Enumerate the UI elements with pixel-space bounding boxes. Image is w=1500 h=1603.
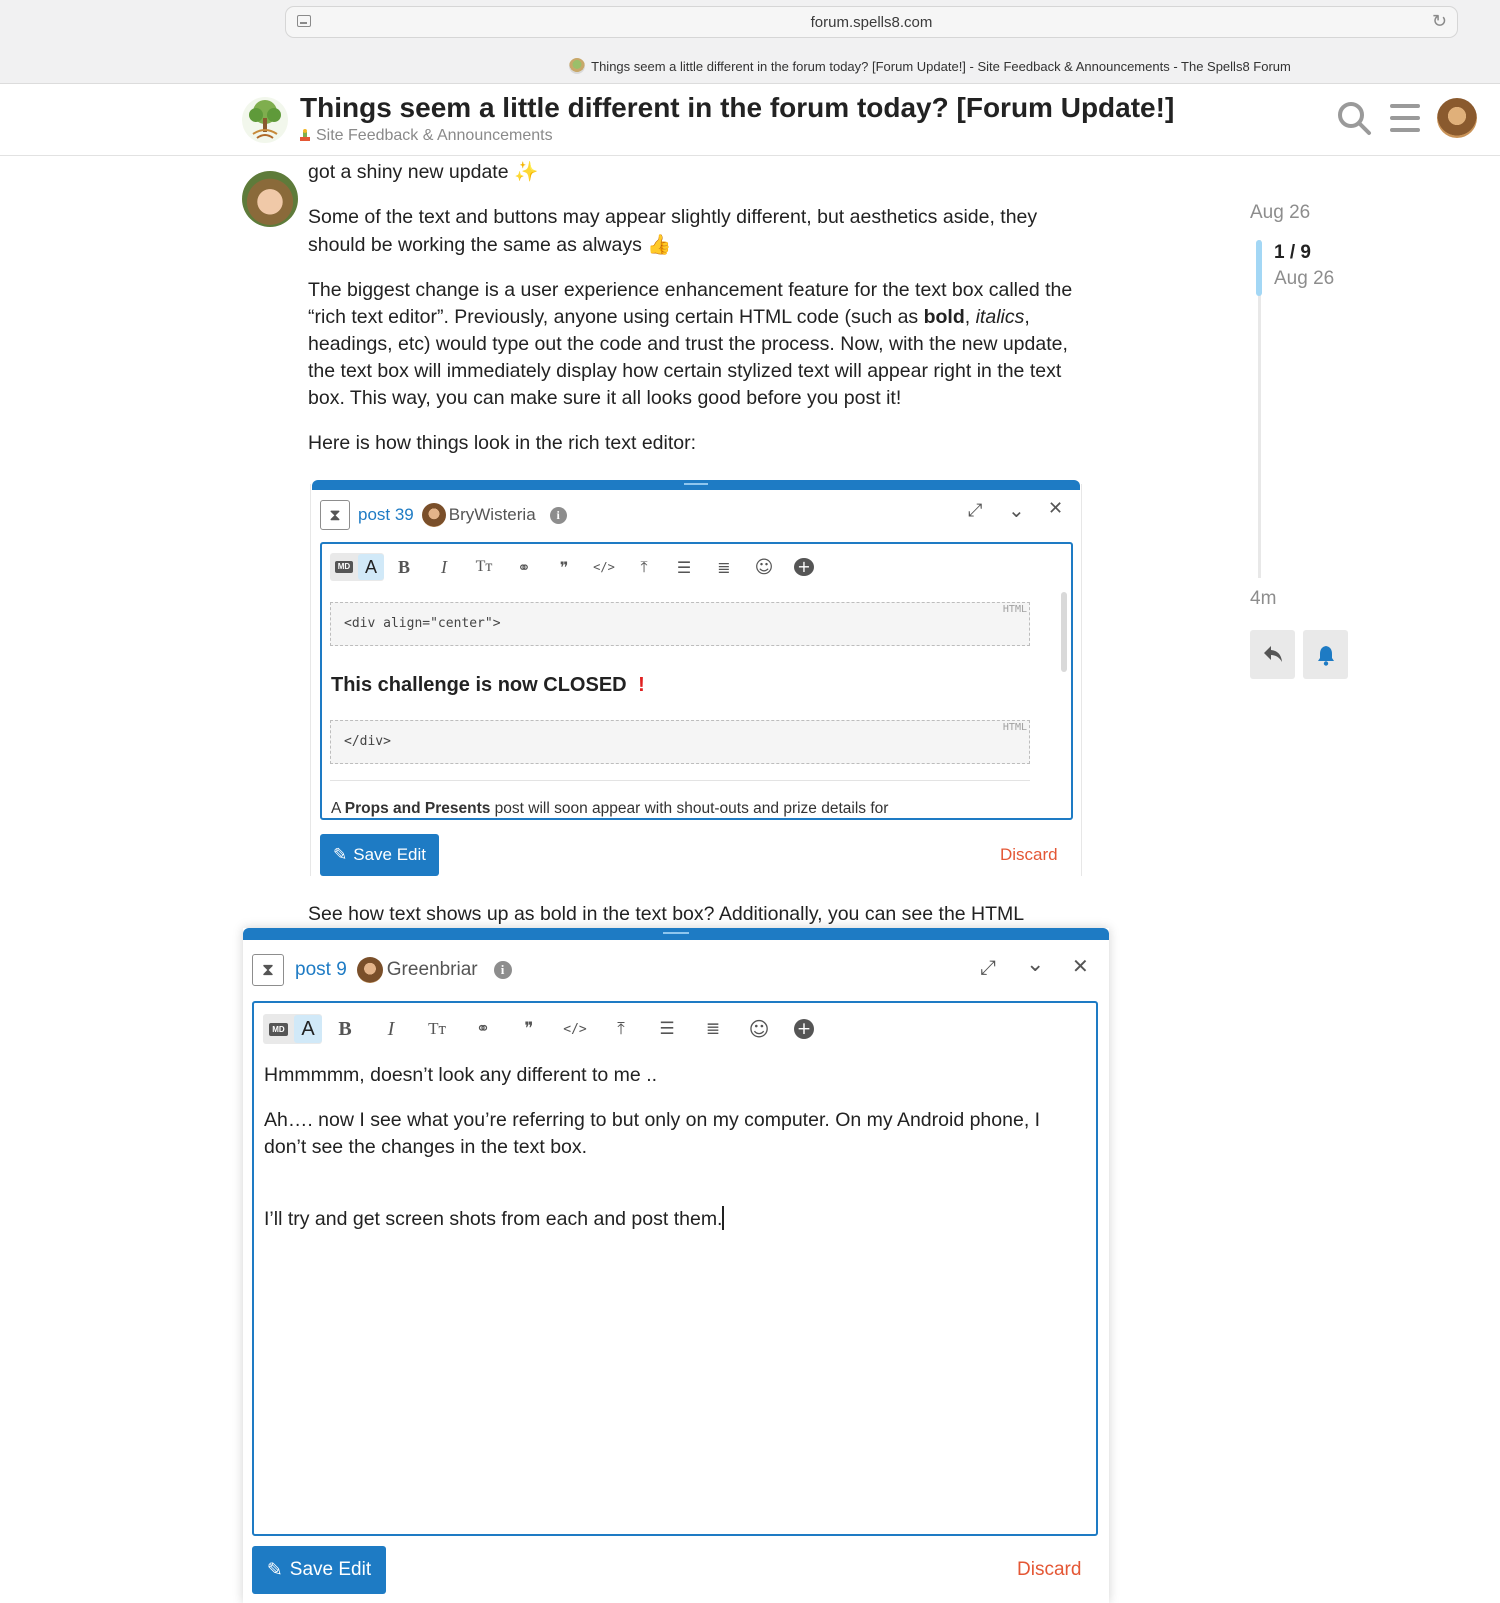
timeline-position-date: Aug 26 (1274, 268, 1335, 289)
sparkles-icon: ✨ (513, 160, 539, 183)
category-icon (300, 129, 310, 141)
code-icon: </> (593, 560, 615, 574)
close-icon: ✕ (1048, 498, 1064, 519)
editor-heading (331, 674, 645, 697)
expand-icon: ⤢ (968, 500, 983, 521)
bullet-list-icon: ☰ (676, 557, 692, 577)
reply-icon (1262, 644, 1284, 664)
code-text: </div> (344, 734, 391, 749)
html-code-block (330, 602, 1030, 646)
forum-header (0, 84, 1500, 156)
numbered-list-icon[interactable]: ≣ (705, 1019, 721, 1039)
username[interactable]: Greenbriar (386, 959, 478, 980)
editor-toolbar (330, 552, 814, 582)
link-icon: ⚭ (517, 557, 531, 577)
italic-icon[interactable]: I (387, 1017, 395, 1040)
pencil-icon: ✎ (332, 845, 348, 865)
add-icon[interactable]: + (794, 1019, 814, 1039)
logo-tree-icon[interactable] (241, 96, 289, 144)
bold-icon[interactable]: B (338, 1017, 352, 1040)
editor-mode-toggle[interactable] (263, 1014, 322, 1044)
timeline-end-date[interactable]: 4m (1250, 588, 1277, 609)
post-paragraph (308, 158, 1098, 186)
rich-text-mode-icon: A (358, 554, 384, 580)
timeline-position: 1 / 9 (1274, 242, 1311, 263)
code-language-tag: HTML (1002, 722, 1027, 733)
bullet-list-icon[interactable]: ☰ (659, 1019, 675, 1039)
post-paragraph: Here is how things look in the rich text editor: (308, 432, 697, 454)
address-bar[interactable] (285, 6, 1458, 38)
post-text: , headings, etc) would type out the code and trust the process. Now, with the new update, the text box will immediately display how certain stylized text will appear right in the text box. This way, you can make sure it all looks good before you post it! (308, 306, 1068, 409)
editor-bold-text: Props and Presents (344, 800, 491, 817)
save-edit-label: Save Edit (289, 1559, 372, 1580)
post-text: The biggest change is a user experience enhancement feature for the text box called the “rich text editor”. Previously, anyone using certain HTML code (such as (308, 279, 1073, 328)
info-icon[interactable]: i (494, 961, 512, 979)
bell-icon (1315, 644, 1337, 666)
editor-text-line (331, 800, 888, 818)
composer-paragraph[interactable]: Hmmmmm, doesn’t look any different to me .. (264, 1064, 658, 1086)
tab-title: Things seem a little different in the forum today? [Forum Update!] - Site Feedback & Announcements - The Spells8 Forum (591, 59, 1291, 74)
post-text: got a shiny new update (308, 161, 509, 183)
markdown-mode-icon[interactable]: MD (269, 1023, 288, 1036)
editor-text: A (331, 800, 345, 817)
url-text[interactable]: forum.spells8.com (810, 14, 933, 31)
hourglass-icon: ⧗ (320, 500, 350, 530)
upload-icon[interactable]: ⤒ (617, 1019, 625, 1039)
upload-icon: ⤒ (640, 557, 648, 576)
bold-example: bold (923, 306, 965, 328)
post-body (308, 158, 1098, 475)
discard-button[interactable]: Discard (1017, 1559, 1082, 1580)
search-icon[interactable] (1336, 100, 1372, 136)
tab-title-bar[interactable] (0, 58, 1500, 74)
reply-composer (243, 928, 1109, 1603)
heading-icon: Tт (475, 558, 493, 575)
thumbs-up-icon: 👍 (647, 233, 672, 256)
expand-icon[interactable]: ⤢ (980, 955, 996, 979)
composer-content[interactable] (264, 1062, 1084, 1251)
add-icon: + (794, 558, 814, 576)
code-language-tag: HTML (1002, 604, 1027, 615)
divider (330, 780, 1030, 781)
composer-paragraph[interactable] (264, 1206, 1084, 1233)
notification-bell-button[interactable] (1303, 630, 1348, 679)
editor-frame (320, 542, 1073, 820)
editor-toolbar (263, 1013, 814, 1045)
code-icon[interactable]: </> (563, 1021, 587, 1037)
composer-grip[interactable] (243, 928, 1109, 940)
browser-chrome (0, 0, 1500, 84)
post-reference-link: post 39 (358, 505, 414, 524)
discard-button: Discard (1000, 845, 1058, 864)
timeline-handle[interactable] (1256, 240, 1262, 296)
save-edit-button[interactable] (252, 1546, 386, 1594)
italic-example: italics (975, 306, 1025, 328)
heading-text: This challenge is now CLOSED (331, 674, 627, 696)
hamburger-menu-icon[interactable] (1390, 104, 1420, 132)
save-edit-label: Save Edit (353, 845, 426, 864)
reply-button[interactable] (1250, 630, 1295, 679)
markdown-mode-icon: MD (335, 561, 353, 573)
quote-icon: ❞ (559, 557, 569, 577)
post-reference-link[interactable]: post 9 (295, 959, 347, 980)
pencil-icon: ✎ (266, 1559, 283, 1581)
post-paragraph (308, 204, 1098, 259)
composer-text[interactable]: I’ll try and get screen shots from each and post them. (264, 1208, 723, 1230)
hourglass-icon[interactable]: ⧗ (252, 954, 284, 986)
user-avatar-small (422, 503, 446, 527)
exclamation-icon: ! (638, 674, 645, 696)
username: BryWisteria (448, 505, 536, 524)
collapse-icon: ⌄ (1008, 498, 1025, 522)
composer-grip (312, 480, 1080, 490)
composer-header (320, 500, 567, 530)
bold-icon: B (397, 556, 410, 577)
heading-icon[interactable]: Tт (428, 1019, 446, 1038)
reload-icon[interactable]: ↻ (1431, 11, 1447, 32)
link-icon[interactable]: ⚭ (475, 1019, 491, 1039)
close-icon[interactable]: ✕ (1072, 954, 1089, 978)
category-link[interactable] (300, 127, 553, 145)
numbered-list-icon: ≣ (717, 557, 731, 577)
user-avatar-small[interactable] (357, 957, 383, 983)
quote-icon[interactable]: ❞ (524, 1019, 534, 1039)
topic-title[interactable]: Things seem a little different in the forum today? [Forum Update!] (300, 92, 1175, 123)
composer-header (252, 954, 512, 986)
editor-mode-toggle (330, 553, 384, 581)
code-text: <div align="center"> (344, 616, 501, 631)
embedded-screenshot (310, 478, 1082, 878)
info-icon: i (550, 507, 567, 524)
italic-icon: I (441, 556, 447, 577)
save-edit-button (320, 834, 439, 876)
html-code-block (330, 720, 1030, 764)
emoji-icon[interactable]: ☺ (748, 1017, 770, 1041)
composer-paragraph[interactable]: Ah…. now I see what you’re referring to but only on my computer. On my Android phone, I don’t see the changes in the text box. (264, 1109, 1041, 1158)
post-text: , (964, 306, 976, 328)
post-author-avatar[interactable] (242, 171, 298, 227)
user-avatar[interactable] (1437, 98, 1477, 138)
post-paragraph (308, 277, 1098, 412)
post-text: Some of the text and buttons may appear slightly different, but aesthetics aside, they should be working the same as always (308, 206, 1038, 256)
text-cursor (722, 1206, 724, 1230)
rich-text-mode-icon[interactable]: A (294, 1015, 322, 1043)
category-label: Site Feedback & Announcements (316, 127, 553, 144)
editor-text: post will soon appear with shout-outs and prize details for (490, 800, 889, 817)
timeline-start-date[interactable]: Aug 26 (1250, 202, 1311, 223)
favicon-icon (569, 58, 585, 74)
collapse-icon[interactable]: ⌄ (1026, 952, 1045, 977)
scrollbar (1061, 592, 1067, 672)
post-text: See how text shows up as bold in the text box? Additionally, you can see the HTML (308, 903, 1025, 925)
emoji-icon: ☺ (754, 556, 774, 578)
